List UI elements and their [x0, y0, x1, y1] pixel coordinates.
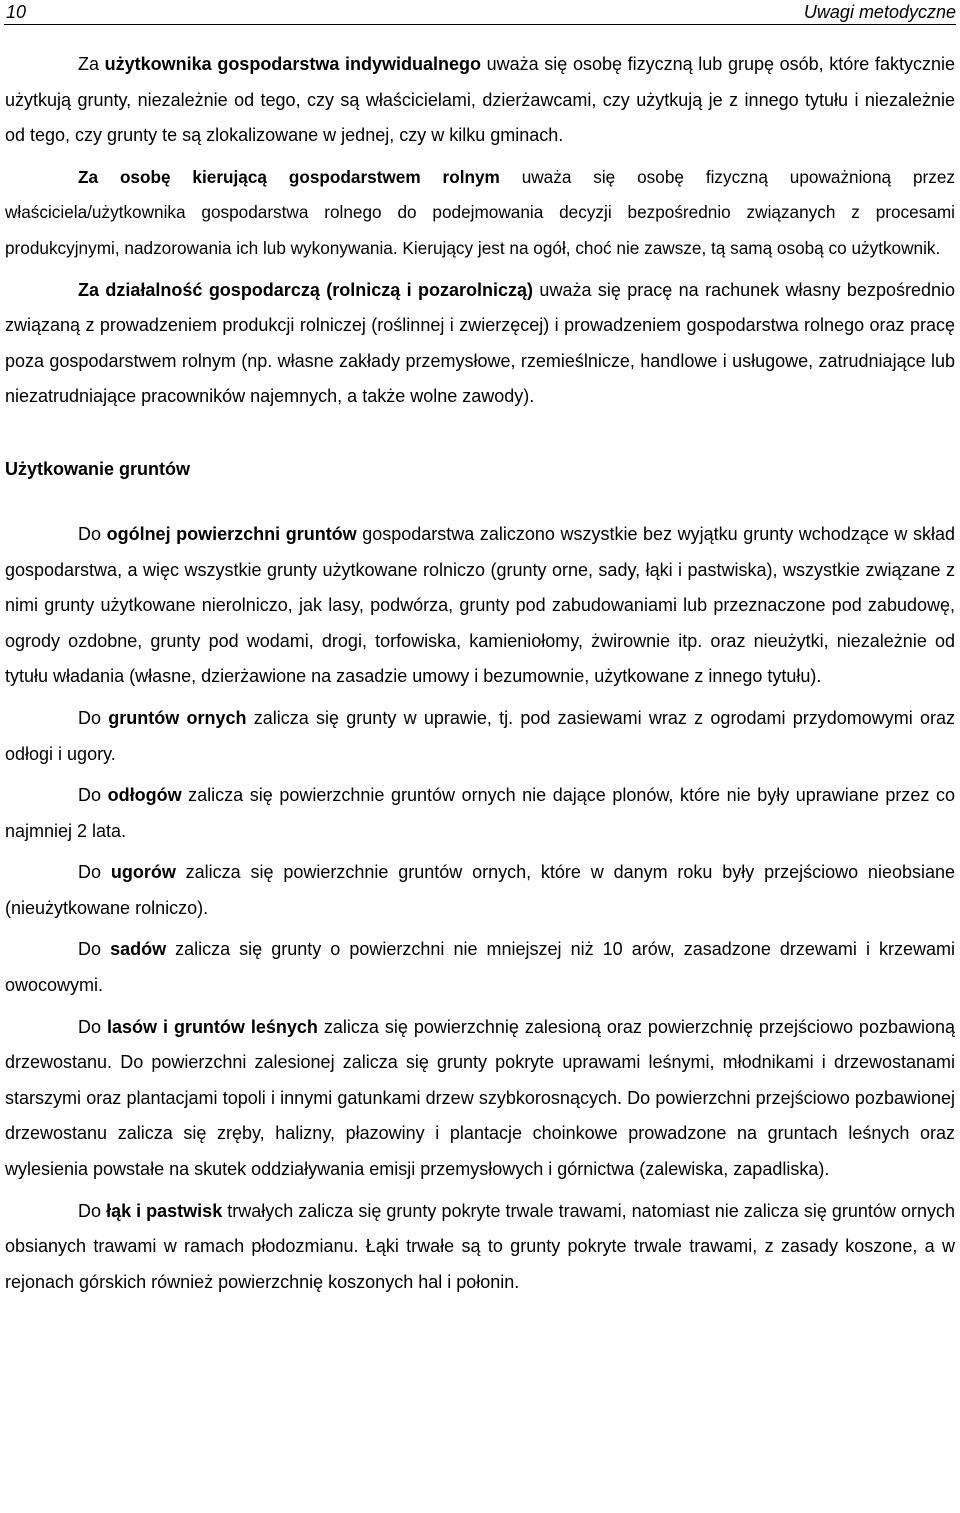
- section-heading: Użytkowanie gruntów: [5, 458, 191, 479]
- document-body: [5, 47, 955, 1300]
- text: zalicza się powierzchnię zalesioną oraz powierzchnię przejściowo pozbawioną drzewostanu. Do powierzchni zalesionej zalicza się grunty pokryte uprawami leśnymi, młodnikami i drzewostanami starszymi oraz plantacjami topoli i innymi gatunkami drzew szybkorosnących. Do powierzchni przejściowo pozbawionej drzewostanu zalicza się zręby, halizny, płazowiny i plantacje choinkowe prowadzone na gruntach leśnych oraz wylesienia powstałe na skutek oddziaływania emisji przemysłowych i górnictwa (zalewiska, zapadliska).: [5, 1016, 956, 1180]
- text: trwałych zalicza się grunty pokryte trwale trawami, natomiast nie zalicza się gruntów ornych obsianych trawami w ramach płodozmianu. Łąki trwałe są to grunty pokryte trwale trawami, z zasady koszone, a w rejonach górskich również powierzchnię koszonych hal i połonin.: [5, 1200, 955, 1292]
- text: uważa się pracę na rachunek własny bezpośrednio związaną z prowadzeniem produkcji rolniczej (roślinnej i zwierzęcej) i prowadzeniem gospodarstwa rolnego oraz pracę poza gospodarstwem rolnym (np. własne zakłady przemysłowe, rzemieślnicze, handlowe i usługowe, zatrudniające lub niezatrudniające pracowników najemnych, a także wolne zawody).: [5, 279, 956, 407]
- text: uważa się osobę fizyczną lub grupę osób, które faktycznie użytkują grunty, niezależnie od tego, czy są właścicielami, dzierżawcami, czy użytkują je z innego tytułu i niezależnie od tego, czy grunty te są zlokalizowane w jednej, czy w kilku gminach.: [5, 54, 955, 146]
- text: Do: [78, 707, 109, 728]
- text: Do: [78, 939, 111, 960]
- paragraph-meadows: [5, 1194, 955, 1301]
- paragraph-farm-user: [5, 47, 955, 154]
- paragraph-total-area: [5, 517, 955, 695]
- bold-term: Za osobę kierującą gospodarstwem rolnym: [78, 166, 500, 187]
- bold-term: lasów i gruntów leśnych: [106, 1016, 318, 1037]
- paragraph-set-aside: [5, 855, 955, 926]
- page-number: 10: [6, 2, 27, 22]
- bold-term: użytkownika gospodarstwa indywidualnego: [104, 54, 481, 74]
- text: gospodarstwa zaliczono wszystkie bez wyjątku grunty wchodzące w skład gospodarstwa, a więc wszystkie grunty użytkowane rolniczo (grunty orne, sady, łąki i pastwiska), wszystkie związane z nimi grunty użytkowane nierolniczo, jak lasy, podwórza, grunty pod zabudowaniami lub przeznaczone pod zabudowę, ogrody ozdobne, grunty pod wodami, drogi, torfowiska, kamieniołomy, żwirownie itp. oraz nieużytki, niezależnie od tytułu władania (własne, dzierżawione na zasadzie umowy i bezumownie, użytkowane z innego tytułu).: [5, 523, 955, 687]
- text: zalicza się powierzchnie gruntów ornych nie dające plonów, które nie były uprawiane przez co najmniej 2 lata.: [5, 785, 956, 841]
- text: Do: [78, 523, 107, 544]
- bold-term: sadów: [110, 939, 167, 960]
- text: Za: [78, 54, 105, 74]
- bold-term: ugorów: [110, 862, 176, 883]
- text: zalicza się grunty o powierzchni nie mniejszej niż 10 arów, zasadzone drzewami i krzewami owocowymi.: [5, 939, 955, 996]
- text: uważa się osobę fizyczną upoważnioną przez właściciela/użytkownika gospodarstwa rolnego do podejmowania decyzji bezpośrednio związanych z procesami produkcyjnymi, nadzorowania ich lub wykonywania. Kierujący jest na ogół, choć nie zawsze, tą samą osobą co użytkownik.: [5, 166, 956, 258]
- paragraph-fallow: [5, 778, 955, 849]
- bold-term: ogólnej powierzchni gruntów: [106, 523, 357, 544]
- running-title: Uwagi metodyczne: [803, 2, 956, 22]
- bold-term: Za działalność gospodarczą (rolniczą i pozarolniczą): [78, 279, 534, 300]
- paragraph-arable-land: [5, 701, 955, 772]
- text: Do: [78, 1016, 107, 1037]
- bold-term: gruntów ornych: [108, 707, 247, 728]
- text: Do: [78, 862, 111, 883]
- text: zalicza się grunty w uprawie, tj. pod zasiewami wraz z ogrodami przydomowymi oraz odłogi i ugory.: [5, 707, 955, 764]
- paragraph-economic-activity: [5, 273, 955, 415]
- text: zalicza się powierzchnie gruntów ornych, które w danym roku były przejściowo nieobsiane (nieużytkowane rolniczo).: [5, 862, 956, 918]
- paragraph-orchards: [5, 932, 955, 1003]
- paragraph-farm-manager: [5, 160, 955, 267]
- text: Do: [78, 1200, 107, 1221]
- bold-term: łąk i pastwisk: [106, 1200, 223, 1221]
- page-header: [4, 0, 956, 25]
- text: Do: [78, 785, 108, 806]
- bold-term: odłogów: [107, 785, 182, 806]
- paragraph-forests: [5, 1010, 955, 1188]
